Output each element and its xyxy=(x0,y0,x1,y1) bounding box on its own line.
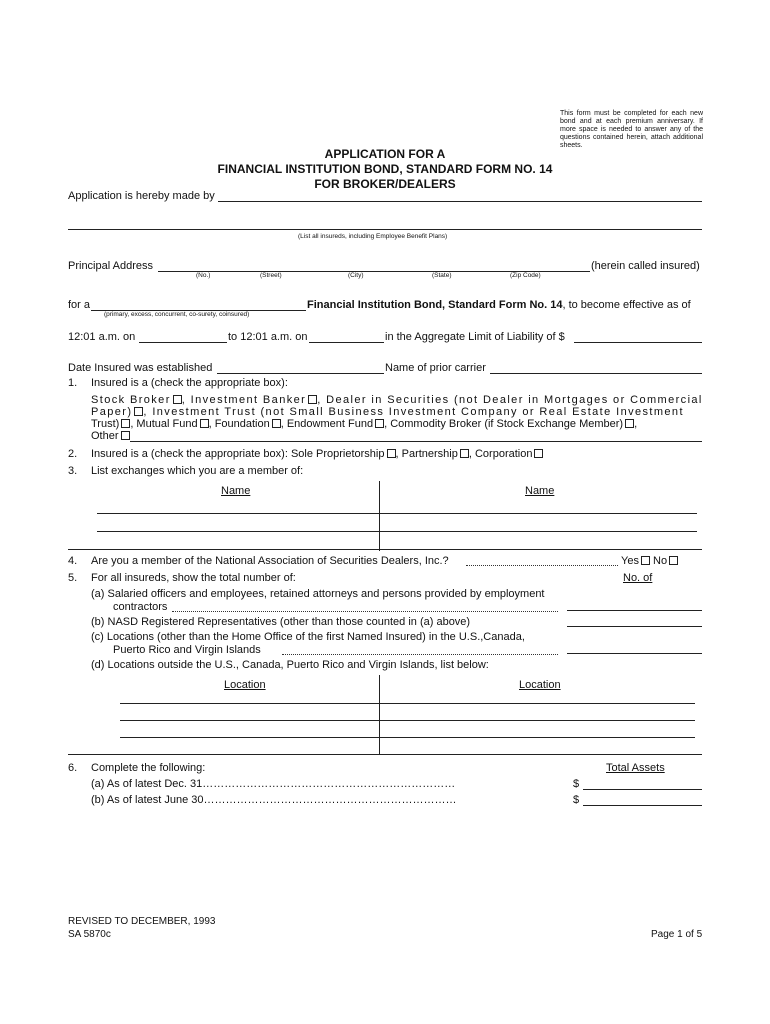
date-established-label: Date Insured was established xyxy=(68,362,213,374)
q6b-dollar: $ xyxy=(573,794,580,806)
investment-trust-label: , Investment Trust (not Small Business Investment Company or Real Estate Investment xyxy=(143,406,684,418)
q5-number: 5. xyxy=(68,572,78,584)
q6a-field[interactable] xyxy=(583,789,702,790)
date-established-field[interactable] xyxy=(217,373,384,374)
exchange-name-header-1: Name xyxy=(221,485,251,497)
q5b-field[interactable] xyxy=(567,626,702,627)
stock-broker-checkbox[interactable] xyxy=(173,395,182,404)
aggregate-limit-field[interactable] xyxy=(574,342,702,343)
q3-number: 3. xyxy=(68,465,78,477)
effective-from-field[interactable] xyxy=(139,342,227,343)
endowment-fund-label: , Endowment Fund xyxy=(280,418,374,430)
address-no-hint: (No.) xyxy=(196,272,211,279)
corporation-checkbox[interactable] xyxy=(534,449,543,458)
q6-number: 6. xyxy=(68,762,78,774)
q1-text: Insured is a (check the appropriate box): xyxy=(91,377,288,389)
q6a-text: (a) As of latest Dec. 31…………………………………………………………… xyxy=(91,778,456,790)
stock-broker-label: Stock Broker xyxy=(91,394,171,406)
form-title-line2: FINANCIAL INSTITUTION BOND, STANDARD FORM NO. 14 xyxy=(217,162,553,176)
no-label: No xyxy=(653,555,668,567)
q2-text: Insured is a (check the appropriate box): Sole Proprietorship xyxy=(91,448,385,460)
page-number: Page 1 of 5 xyxy=(651,929,703,940)
aggregate-limit-label: in the Aggregate Limit of Liability of $ xyxy=(385,331,565,343)
exchange-row-2[interactable] xyxy=(97,531,697,532)
q5c-dot-leader xyxy=(282,654,558,655)
q5a-text: (a) Salaried officers and employees, retained attorneys and persons provided by employment xyxy=(91,588,545,600)
exchange-row-1[interactable] xyxy=(97,513,697,514)
q4-dot-leader xyxy=(466,565,618,566)
q6b-text: (b) As of latest June 30…………………………………………………………… xyxy=(91,794,457,806)
q5c-text: (c) Locations (other than the Home Office of the first Named Insured) in the U.S.,Canada, xyxy=(91,631,525,643)
location-row-4[interactable] xyxy=(68,754,702,755)
q4-number: 4. xyxy=(68,555,78,567)
commodity-broker-checkbox[interactable] xyxy=(625,419,634,428)
mutual-fund-label: , Mutual Fund xyxy=(130,418,198,430)
q5a-field[interactable] xyxy=(567,610,702,611)
exchange-row-3[interactable] xyxy=(68,549,702,550)
q6b-field[interactable] xyxy=(583,805,702,806)
principal-address-label: Principal Address xyxy=(68,260,153,272)
no-of-header: No. of xyxy=(623,572,653,584)
application-by-field[interactable] xyxy=(218,201,702,202)
effective-to-label: to 12:01 a.m. on xyxy=(228,331,308,343)
q6-text: Complete the following: xyxy=(91,762,206,774)
location-header-1: Location xyxy=(224,679,266,691)
address-city-hint: (City) xyxy=(348,272,364,279)
bond-name: Financial Institution Bond, Standard Form No. 14 xyxy=(307,299,563,311)
comma: , xyxy=(634,418,638,430)
for-a-label: for a xyxy=(68,299,91,311)
list-insureds-hint: (List all insureds, including Employee Benefit Plans) xyxy=(298,233,448,240)
q2-number: 2. xyxy=(68,448,78,460)
effective-from-label: 12:01 a.m. on xyxy=(68,331,136,343)
application-by-label: Application is hereby made by xyxy=(68,190,215,202)
exchange-column-divider xyxy=(379,481,380,551)
foundation-label: , Foundation xyxy=(208,418,270,430)
investment-banker-checkbox[interactable] xyxy=(308,395,317,404)
sole-proprietorship-checkbox[interactable] xyxy=(387,449,396,458)
partnership-label: , Partnership xyxy=(395,448,458,460)
q4-text: Are you a member of the National Association of Securities Dealers, Inc.? xyxy=(91,555,449,567)
foundation-checkbox[interactable] xyxy=(272,419,281,428)
q6a-dollar: $ xyxy=(573,778,580,790)
investment-banker-label: , Investment Banker xyxy=(181,394,307,406)
address-state-hint: (State) xyxy=(432,272,452,279)
q5c-text-cont: Puerto Rico and Virgin Islands xyxy=(113,644,261,656)
other-checkbox[interactable] xyxy=(121,431,130,440)
yes-label: Yes xyxy=(621,555,639,567)
location-row-1[interactable] xyxy=(120,703,695,704)
insureds-list-field[interactable] xyxy=(68,229,702,230)
herein-called-insured: (herein called insured) xyxy=(591,260,700,272)
instruction-note: This form must be completed for each new bond and at each premium anniversary. If more space is needed to answer any of the questions contained herein, attach additional sheets. xyxy=(560,110,703,149)
q5a-dot-leader xyxy=(172,611,558,612)
q5-text: For all insureds, show the total number of: xyxy=(91,572,296,584)
no-checkbox[interactable] xyxy=(669,556,678,565)
paper-label: Paper) xyxy=(91,406,133,418)
partnership-checkbox[interactable] xyxy=(460,449,469,458)
location-header-2: Location xyxy=(519,679,561,691)
q1-number: 1. xyxy=(68,377,78,389)
effective-to-field[interactable] xyxy=(309,342,384,343)
investment-trust-checkbox[interactable] xyxy=(121,419,130,428)
revised-date: REVISED TO DECEMBER, 1993 xyxy=(68,916,216,927)
q3-text: List exchanges which you are a member of: xyxy=(91,465,304,477)
corporation-label: , Corporation xyxy=(468,448,533,460)
q5d-text: (d) Locations outside the U.S., Canada, Puerto Rico and Virgin Islands, list below: xyxy=(91,659,489,671)
bond-type-hint: (primary, excess, concurrent, co-surety, coinsured) xyxy=(104,311,250,318)
q5c-field[interactable] xyxy=(567,653,702,654)
yes-checkbox[interactable] xyxy=(641,556,650,565)
location-column-divider xyxy=(379,675,380,755)
trust-label: Trust) xyxy=(91,418,120,430)
location-row-2[interactable] xyxy=(120,720,695,721)
effective-as-of-label: , to become effective as of xyxy=(562,299,691,311)
commodity-broker-label: , Commodity Broker (if Stock Exchange Member) xyxy=(384,418,624,430)
exchange-name-header-2: Name xyxy=(525,485,555,497)
dealer-securities-label: , Dealer in Securities (not Dealer in Mortgages or Commercial xyxy=(317,394,703,406)
form-title-line1: APPLICATION FOR A xyxy=(324,147,446,161)
mutual-fund-checkbox[interactable] xyxy=(200,419,209,428)
prior-carrier-label: Name of prior carrier xyxy=(385,362,486,374)
location-row-3[interactable] xyxy=(120,737,695,738)
form-code: SA 5870c xyxy=(68,929,111,940)
total-assets-header: Total Assets xyxy=(606,762,665,774)
prior-carrier-field[interactable] xyxy=(490,373,702,374)
q5a-text-cont: contractors xyxy=(113,601,168,613)
other-label: Other xyxy=(91,430,119,442)
address-zip-hint: (Zip Code) xyxy=(510,272,541,279)
endowment-fund-checkbox[interactable] xyxy=(375,419,384,428)
q5b-text: (b) NASD Registered Representatives (other than those counted in (a) above) xyxy=(91,616,471,628)
address-street-hint: (Street) xyxy=(260,272,282,279)
other-field[interactable] xyxy=(130,441,702,442)
form-title-line3: FOR BROKER/DEALERS xyxy=(314,177,456,191)
